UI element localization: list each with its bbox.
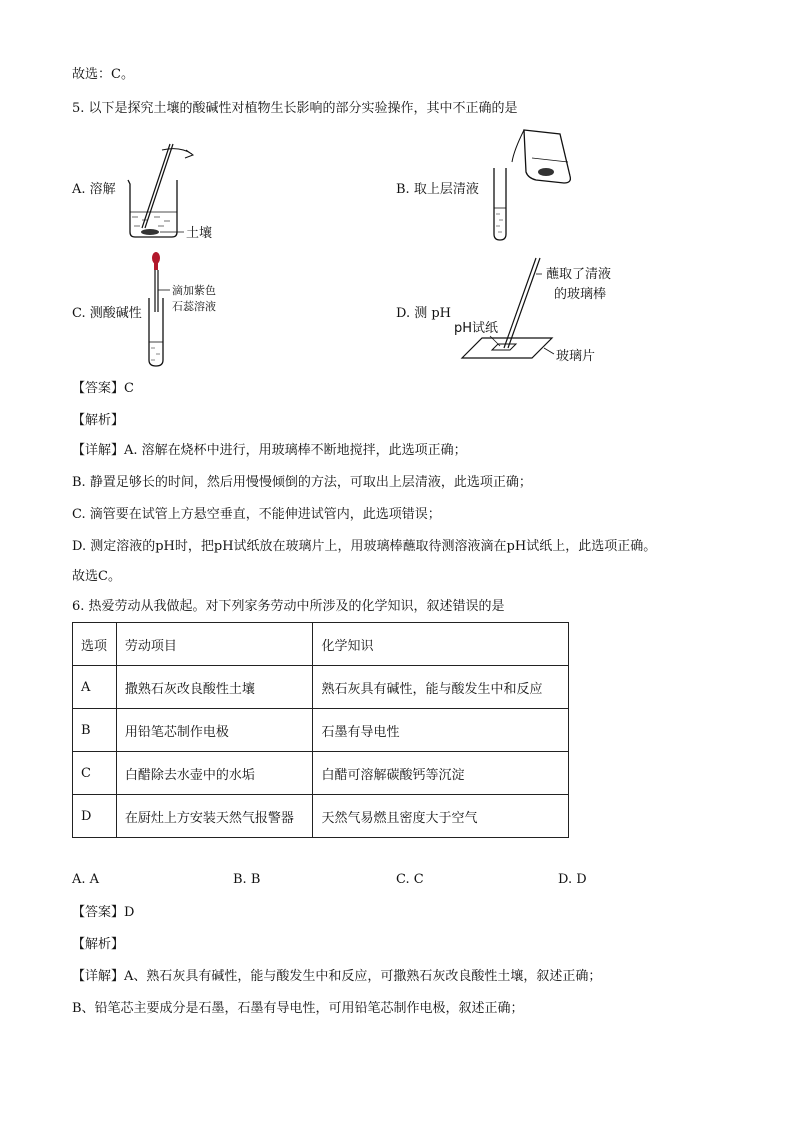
table-header-row: [73, 623, 569, 666]
row-option: A: [73, 666, 117, 709]
row-option: D: [73, 795, 117, 838]
row-knowledge: 天然气易燃且密度大于空气: [313, 795, 569, 838]
row-labor: 用铅笔芯制作电极: [116, 709, 313, 752]
question-5: 5. 以下是探究土壤的酸碱性对植物生长影响的部分实验操作，其中不正确的是: [72, 101, 518, 116]
table-row: [73, 709, 569, 752]
rod-label-1: 蘸取了清液: [546, 267, 612, 282]
analysis-5: 【解析】: [72, 413, 125, 428]
figure-b-label: B. 取上层清液: [396, 182, 479, 197]
detail-5-d: D. 测定溶液的pH时，把pH试纸放在玻璃片上，用玻璃棒蘸取待测溶液滴在pH试纸上，此选项正确。: [72, 539, 657, 554]
row-labor: 白醋除去水壶中的水垢: [116, 752, 313, 795]
figure-b-pouring: [484, 128, 584, 248]
detail-5-a: 【详解】A. 溶解在烧杯中进行，用玻璃棒不断地搅拌，此选项正确；: [72, 443, 467, 458]
answer-5: 【答案】C: [72, 381, 134, 396]
row-option: B: [73, 709, 117, 752]
figure-a-label: A. 溶解: [72, 182, 116, 197]
figure-c-dropper: [140, 250, 260, 370]
detail-5-c: C. 滴管要在试管上方悬空垂直，不能伸进试管内，此选项错误；: [72, 507, 441, 522]
figure-c-label: C. 测酸碱性: [72, 306, 142, 321]
row-knowledge: 熟石灰具有碱性，能与酸发生中和反应: [313, 666, 569, 709]
selection-5: 故选C。: [72, 569, 121, 584]
selection-line: 故选：C。: [72, 67, 134, 82]
row-knowledge: 石墨有导电性: [313, 709, 569, 752]
detail-6-a: 【详解】A、熟石灰具有碱性，能与酸发生中和反应，可撒熟石灰改良酸性土壤，叙述正确；: [72, 969, 602, 984]
header-labor: 劳动项目: [116, 623, 313, 666]
note-line-1: 滴加紫色: [172, 284, 216, 297]
row-labor: 撒熟石灰改良酸性土壤: [116, 666, 313, 709]
question-6: 6. 热爱劳动从我做起。对下列家务劳动中所涉及的化学知识，叙述错误的是: [72, 599, 505, 614]
detail-6-b: B、铅笔芯主要成分是石墨，石墨有导电性，可用铅笔芯制作电极，叙述正确；: [72, 1001, 524, 1016]
choice-d: D. D: [558, 872, 587, 887]
answer-6: 【答案】D: [72, 905, 135, 920]
table-row: [73, 666, 569, 709]
detail-5-b: B. 静置足够长的时间，然后用慢慢倾倒的方法，可取出上层清液，此选项正确；: [72, 475, 532, 490]
table-row: [73, 752, 569, 795]
note-line-2: 石蕊溶液: [172, 300, 216, 313]
table-row: [73, 795, 569, 838]
figure-d-label: D. 测 pH: [396, 306, 452, 321]
ph-paper-label: pH试纸: [454, 321, 499, 336]
analysis-6: 【解析】: [72, 937, 125, 952]
header-option: 选项: [73, 623, 117, 666]
soil-label: 土壤: [186, 226, 213, 241]
choice-a: A. A: [72, 872, 100, 887]
choice-c: C. C: [396, 872, 424, 887]
choice-b: B. B: [233, 872, 261, 887]
row-option: C: [73, 752, 117, 795]
row-labor: 在厨灶上方安装天然气报警器: [116, 795, 313, 838]
rod-label-2: 的玻璃棒: [554, 287, 607, 302]
glass-slide-label: 玻璃片: [556, 349, 596, 364]
row-knowledge: 白醋可溶解碳酸钙等沉淀: [313, 752, 569, 795]
labor-knowledge-table: [72, 622, 569, 838]
header-knowledge: 化学知识: [313, 623, 569, 666]
figure-a-beaker: [120, 140, 240, 250]
figure-d-ph-test: [452, 250, 652, 370]
